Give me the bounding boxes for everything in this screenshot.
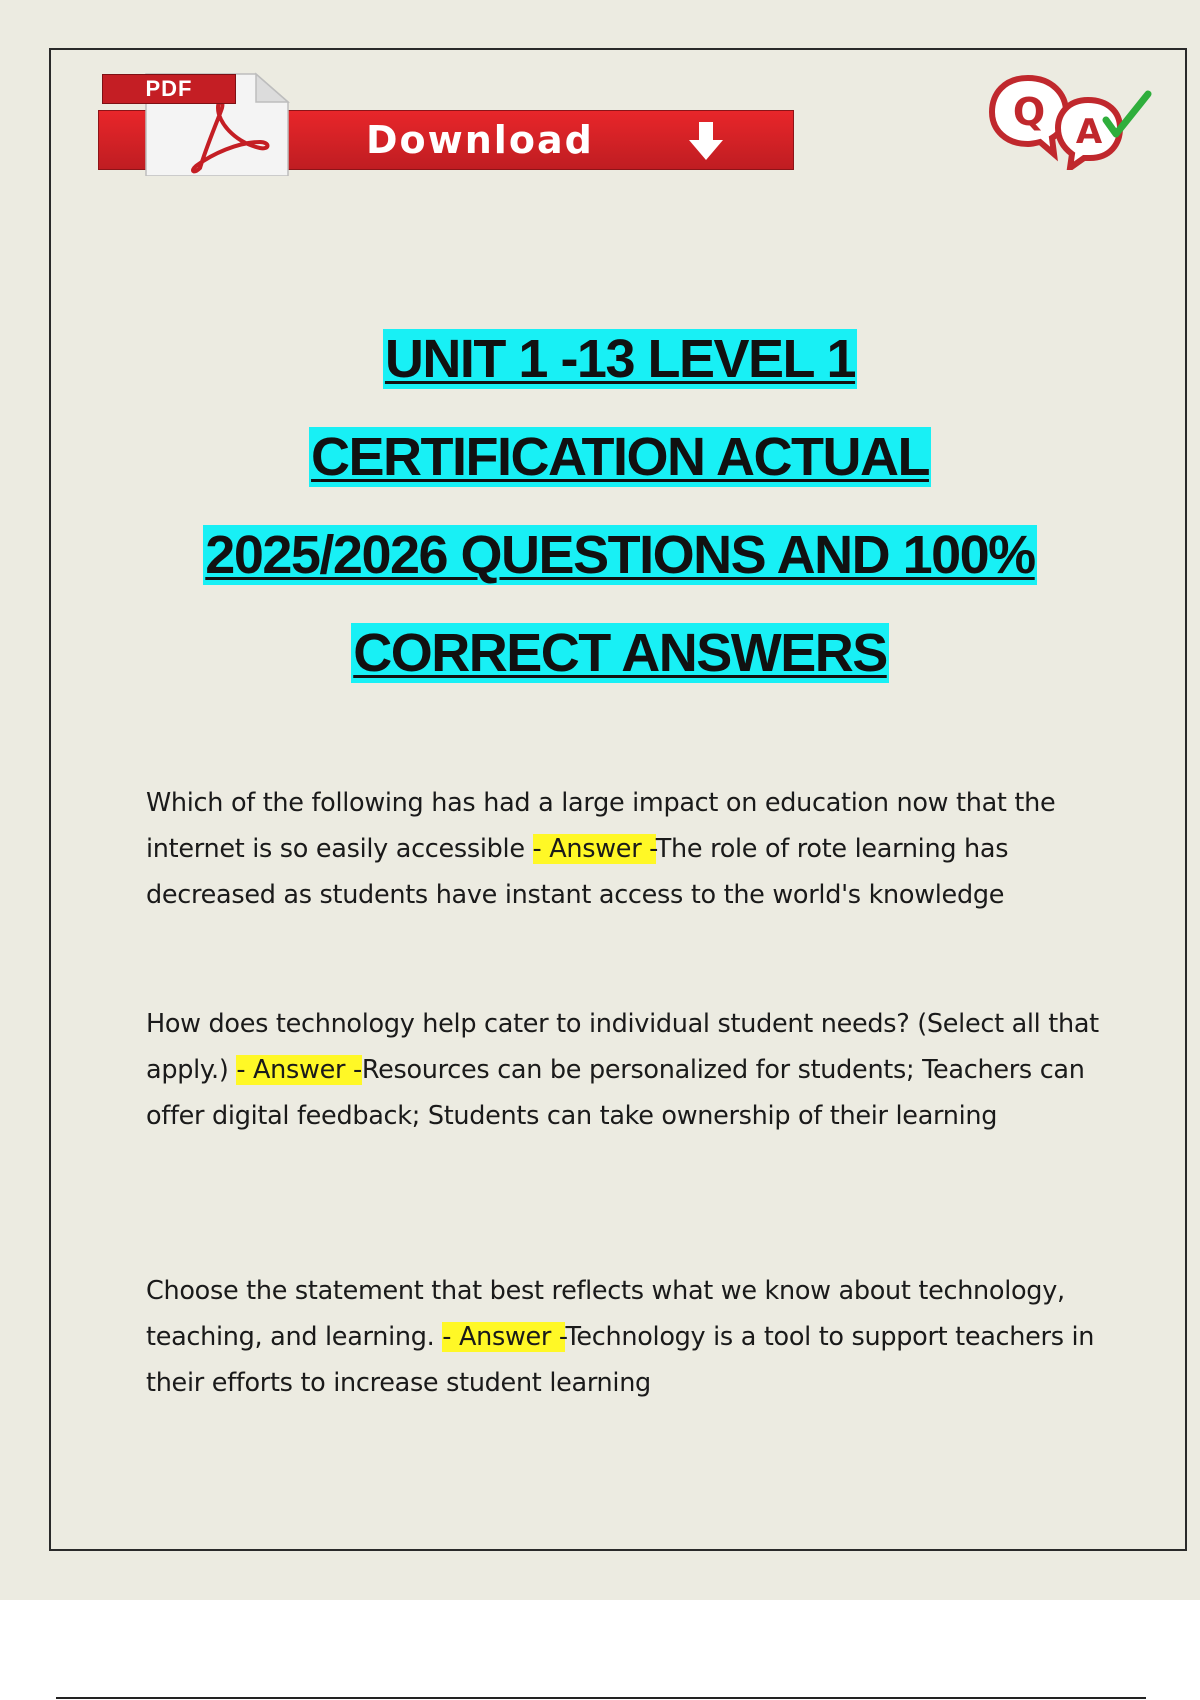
qa-item-3 bbox=[146, 1268, 1106, 1406]
pdf-label: PDF bbox=[102, 74, 236, 104]
answer-tag: - Answer - bbox=[442, 1322, 566, 1352]
title-line-2-text: CERTIFICATION ACTUAL bbox=[311, 427, 929, 487]
qa-logo-icon bbox=[988, 70, 1158, 170]
title-line-3 bbox=[60, 506, 1180, 604]
answer-text: Technology is a tool to support teachers in their efforts to increase student learning bbox=[146, 1322, 1095, 1398]
question-text: Choose the statement that best reflects what we know about technology, teaching, and learning. bbox=[146, 1276, 1065, 1352]
svg-text:Q: Q bbox=[1012, 90, 1046, 134]
answer-tag: - Answer - bbox=[532, 834, 656, 864]
footer-rule bbox=[56, 1697, 1146, 1699]
question-text: Which of the following has had a large impact on education now that the internet is so easily accessible bbox=[146, 788, 1056, 864]
title-line-4-text: CORRECT ANSWERS bbox=[353, 623, 887, 683]
title-line-2 bbox=[60, 408, 1180, 506]
pdf-download-banner[interactable] bbox=[98, 72, 798, 180]
title-line-4 bbox=[60, 604, 1180, 702]
answer-tag: - Answer - bbox=[236, 1055, 362, 1085]
answer-text: Resources can be personalized for students; Teachers can offer digital feedback; Students can take ownership of their learning bbox=[146, 1055, 1085, 1131]
qa-item-2 bbox=[146, 1001, 1106, 1139]
title-line-3-text: 2025/2026 QUESTIONS AND 100% bbox=[205, 525, 1035, 585]
download-label: Download bbox=[366, 118, 594, 162]
question-text: How does technology help cater to individual student needs? (Select all that apply.) bbox=[146, 1009, 1099, 1085]
answer-text: The role of rote learning has decreased as students have instant access to the world's knowledge bbox=[146, 834, 1009, 910]
qa-item-1 bbox=[146, 780, 1106, 918]
title-line-1 bbox=[60, 310, 1180, 408]
download-arrow-icon bbox=[686, 120, 726, 164]
svg-text:A: A bbox=[1075, 112, 1103, 152]
title-line-1-text: UNIT 1 -13 LEVEL 1 bbox=[384, 329, 856, 389]
document-title bbox=[60, 310, 1180, 702]
